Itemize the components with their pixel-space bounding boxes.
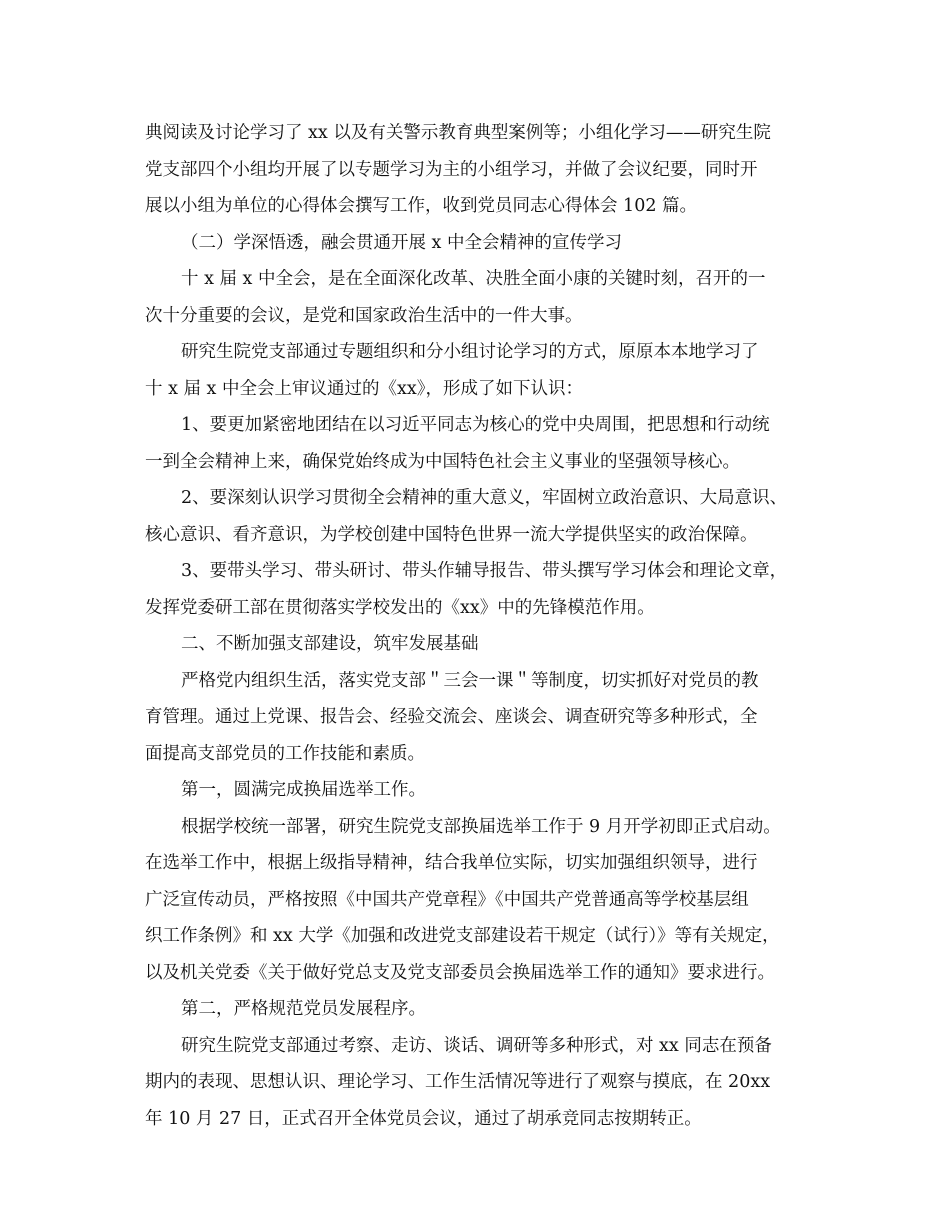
text-line-3: 展以小组为单位的心得体会撰写工作，收到党员同志心得体会 102 篇。 [145,196,698,216]
text-line-26: 研究生院党支部通过考察、走访、谈话、调研等多种形式，对 xx 同志在预备 [181,1035,772,1056]
document-body [145,115,825,1137]
text-line-16: 严格党内组织生活，落实党支部＂三会一课＂等制度，切实抓好对党员的教 [181,670,759,691]
text-line-18: 面提高支部党员的工作技能和素质。 [145,743,425,764]
text-line-21: 在选举工作中，根据上级指导精神，结合我单位实际，切实加强组织领导，进行 [145,853,758,873]
text-line-7: 研究生院党支部通过专题组织和分小组讨论学习的方式，原原本本地学习了 [181,342,759,362]
section-heading-two: 二、不断加强支部建设，筑牢发展基础 [181,634,479,654]
text-line-22: 广泛宣传动员，严格按照《中国共产党章程》《中国共产党普通高等学校基层组 [145,889,749,910]
text-line-5: 十 x 届 x 中全会，是在全面深化改革、决胜全面小康的关键时刻，召开的一 [181,269,766,289]
text-line-1: 典阅读及讨论学习了 xx 以及有关警示教育典型案例等；小组化学习——研究生院 [145,123,771,143]
section-heading-2: （二）学深悟透，融会贯通开展 x 中全会精神的宣传学习 [181,232,622,253]
text-line-23: 织工作条例》和 xx 大学《加强和改进党支部建设若干规定（试行）》等有关规定， [145,926,780,946]
text-line-27: 期内的表现、思想认识、理论学习、工作生活情况等进行了观察与摸底，在 20xx [145,1072,771,1092]
text-line-2: 党支部四个小组均开展了以专题学习为主的小组学习，并做了会议纪要，同时开 [145,159,758,180]
text-line-10: 一到全会精神上来，确保党始终成为中国特色社会主义事业的坚强领导核心。 [145,451,740,472]
text-line-17: 育管理。通过上党课、报告会、经验交流会、座谈会、调查研究等多种形式，全 [145,707,758,727]
text-line-6: 次十分重要的会议，是党和国家政治生活中的一件大事。 [145,305,583,326]
list-item-3: 3、要带头学习、带头研讨、带头作辅导报告、带头撰写学习体会和理论文章， [181,561,788,581]
list-item-1: 1、要更加紧密地团结在以习近平同志为核心的党中央周围，把思想和行动统 [181,415,770,435]
subheading-first: 第一，圆满完成换届选举工作。 [181,780,426,800]
text-line-28: 年 10 月 27 日，正式召开全体党员会议，通过了胡承竞同志按期转正。 [145,1108,702,1129]
list-item-2: 2、要深刻认识学习贯彻全会精神的重大意义，牢固树立政治意识、大局意识、 [181,488,788,508]
text-line-12: 核心意识、看齐意识，为学校创建中国特色世界一流大学提供坚实的政治保障。 [145,524,758,545]
subheading-second: 第二，严格规范党员发展程序。 [181,999,426,1019]
text-line-14: 发挥党委研工部在贯彻落实学校发出的《xx》中的先锋模范作用。 [145,597,655,618]
text-line-8: 十 x 届 x 中全会上审议通过的《xx》，形成了如下认识： [145,378,583,399]
text-line-24: 以及机关党委《关于做好党总支及党支部委员会换届选举工作的通知》要求进行。 [145,962,775,983]
text-line-20: 根据学校统一部署，研究生院党支部换届选举工作于 9 月开学初即正式启动。 [181,816,781,837]
